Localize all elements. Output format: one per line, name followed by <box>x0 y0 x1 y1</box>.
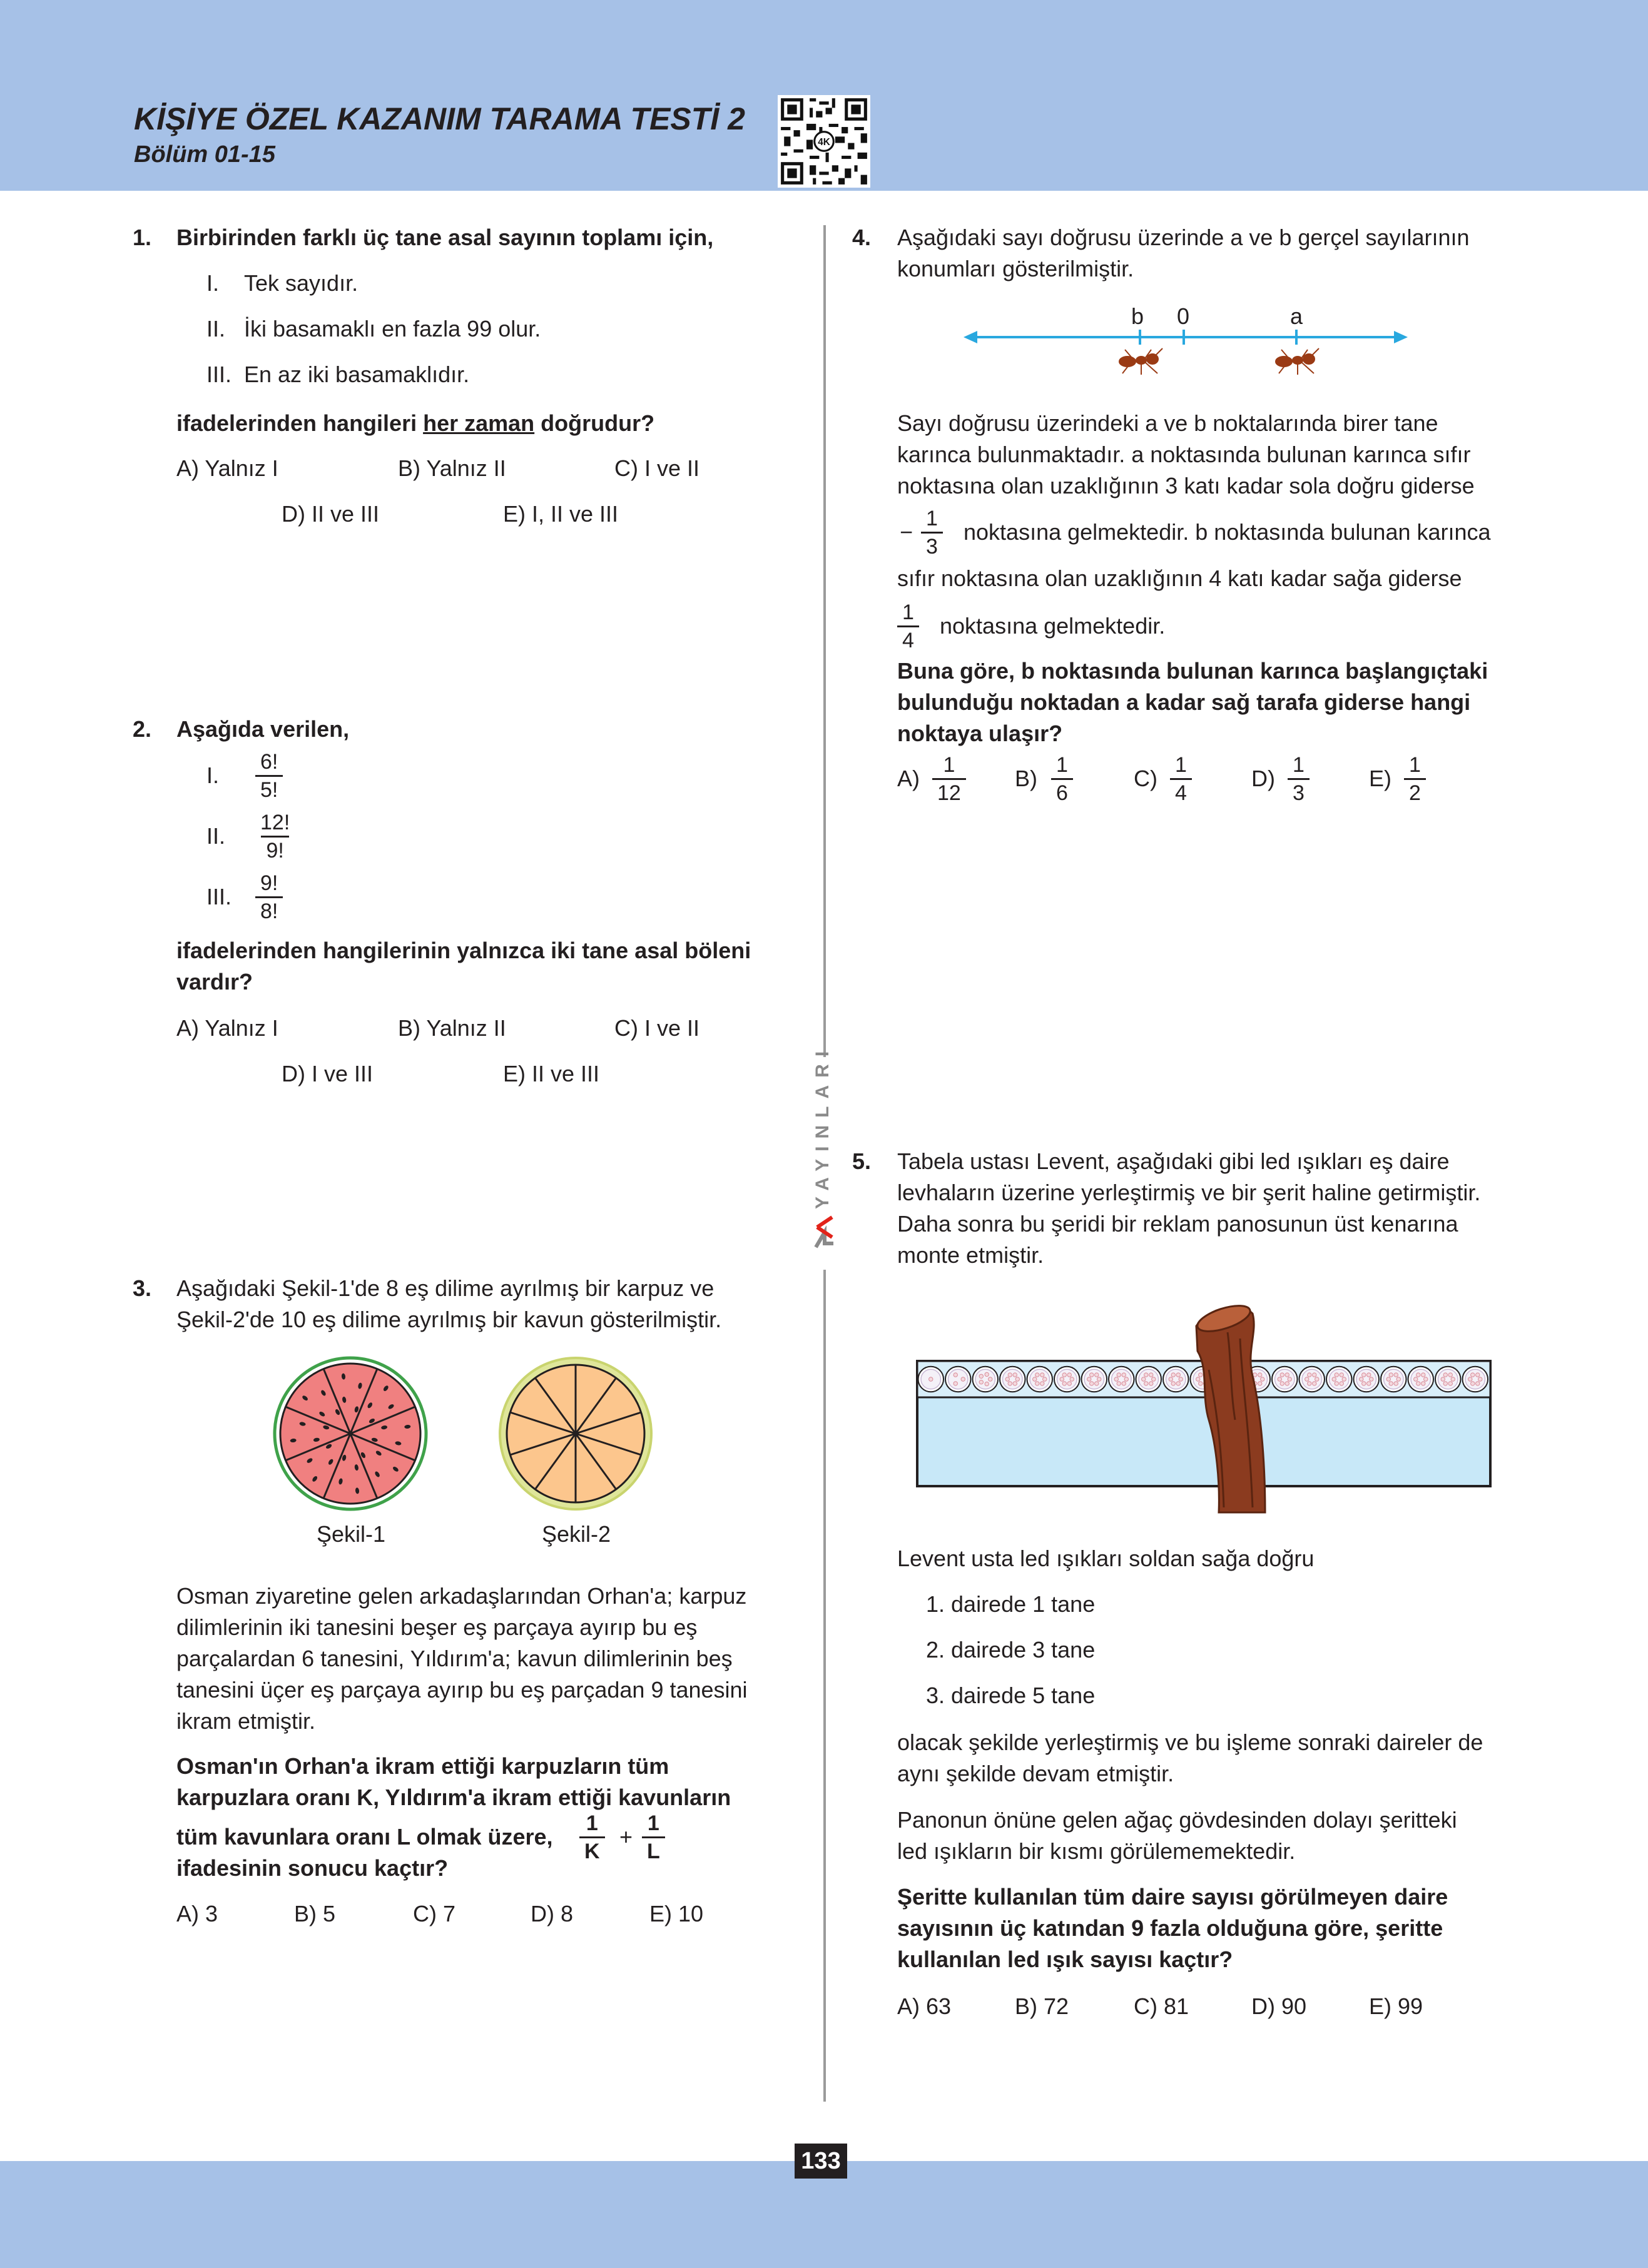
q4-fraction-1-3: $\frac{1}{3}$ <box>921 507 943 559</box>
q1-item-1-text: Tek sayıdır. <box>244 270 359 296</box>
led-light <box>1285 1373 1289 1377</box>
q1-option-c[interactable]: C) I ve II <box>614 455 700 481</box>
led-light <box>1360 1377 1363 1381</box>
led-light <box>1013 1373 1017 1377</box>
q3-question-line3: tüm kavunlara oranı L olmak üzere, <box>176 1824 553 1850</box>
q5-list-3: 3. dairede 5 tane <box>926 1683 1096 1708</box>
led-light <box>1176 1382 1180 1385</box>
led-light <box>1008 1373 1012 1377</box>
led-light <box>1396 1377 1400 1381</box>
led-light <box>1013 1382 1017 1385</box>
led-light <box>1278 1377 1281 1381</box>
q4-label-zero: 0 <box>1177 303 1190 329</box>
led-light <box>1171 1373 1175 1377</box>
led-light <box>1335 1382 1338 1385</box>
led-light <box>1280 1373 1284 1377</box>
led-light <box>1367 1382 1371 1385</box>
led-light <box>1144 1373 1148 1377</box>
led-light <box>1008 1382 1012 1385</box>
led-light <box>1033 1377 1037 1381</box>
led-light <box>1040 1382 1044 1385</box>
led-light <box>1367 1373 1371 1377</box>
led-light <box>1149 1382 1153 1385</box>
led-light <box>1196 1377 1200 1381</box>
q3-stem-line1: Aşağıdaki Şekil-1'de 8 eş dilime ayrılmış bir karpuz ve <box>176 1275 715 1301</box>
led-light <box>1043 1377 1047 1381</box>
q5-number: 5. <box>852 1148 872 1174</box>
q4-stem-line1: Aşağıdaki sayı doğrusu üzerinde a ve b gerçel sayılarının <box>897 225 1470 250</box>
page-number: 133 <box>795 2144 847 2179</box>
q3-body-line5: ikram etmiştir. <box>176 1708 316 1734</box>
led-light <box>1313 1382 1316 1385</box>
q1-option-a[interactable]: A) Yalnız I <box>176 455 278 481</box>
q5-after-3: Panonun önüne gelen ağaç gövdesinden dolayı şeritteki <box>897 1807 1457 1833</box>
led-light <box>1443 1382 1447 1385</box>
q5-option-c[interactable]: C) 81 <box>1134 1993 1189 2019</box>
led-light <box>1258 1373 1262 1377</box>
led-light <box>1199 1382 1203 1385</box>
q3-option-c[interactable]: C) 7 <box>413 1901 456 1926</box>
led-light <box>1332 1377 1336 1381</box>
q2-item-1-roman: I. <box>206 762 220 788</box>
q4-option-a-letter[interactable]: A) <box>897 766 920 791</box>
led-light <box>1122 1373 1126 1377</box>
led-light <box>1308 1382 1311 1385</box>
page-subtitle: Bölüm 01-15 <box>134 141 275 168</box>
q2-question-line1: ifadelerinden hangilerinin yalnızca iki tane asal böleni <box>176 938 751 963</box>
led-light <box>1443 1373 1447 1377</box>
led-light <box>1342 1377 1346 1381</box>
led-light <box>1315 1377 1319 1381</box>
led-light <box>1261 1377 1264 1381</box>
led-light <box>1448 1373 1452 1377</box>
q3-option-a[interactable]: A) 3 <box>176 1901 218 1926</box>
q4-option-d-fraction[interactable]: $\frac{1}{3}$ <box>1288 753 1310 805</box>
led-light <box>1114 1377 1118 1381</box>
q1-item-3-text: En az iki basamaklıdır. <box>244 362 470 387</box>
led-light <box>1117 1373 1121 1377</box>
led-light <box>1149 1373 1153 1377</box>
led-light <box>1478 1377 1482 1381</box>
led-light <box>1035 1382 1039 1385</box>
led-light <box>1124 1377 1128 1381</box>
led-light <box>1097 1377 1101 1381</box>
led-light <box>929 1377 933 1381</box>
q5-after-1: olacak şekilde yerleştirmiş ve bu işleme sonraki daireler de <box>897 1729 1483 1755</box>
melon-figure <box>498 1356 653 1511</box>
q3-body-line4: tanesini üçer eş parçaya ayırıp bu eş parçadan 9 tanesini <box>176 1677 748 1703</box>
q5-after-2: aynı şekilde devam etmiştir. <box>897 1761 1174 1786</box>
q5-question-line1: Şeritte kullanılan tüm daire sayısı görülmeyen daire <box>897 1884 1448 1910</box>
q1-item-2-roman: II. <box>206 316 226 342</box>
q5-stem-line1: Tabela ustası Levent, aşağıdaki gibi led ışıkları eş daire <box>897 1148 1450 1174</box>
led-light <box>1095 1382 1099 1385</box>
q3-number: 3. <box>133 1275 152 1301</box>
led-light <box>1476 1382 1480 1385</box>
q4-p3: noktasına olan uzaklığının 3 katı kadar sola doğru giderse <box>897 473 1475 499</box>
q4-question-line1: Buna göre, b noktasında bulunan karınca başlangıçtaki <box>897 658 1488 684</box>
led-light <box>1335 1373 1338 1377</box>
q5-option-b[interactable]: B) 72 <box>1015 1993 1069 2019</box>
led-light <box>1176 1373 1180 1377</box>
led-light <box>1441 1377 1445 1381</box>
led-light <box>985 1382 989 1385</box>
led-light <box>1152 1377 1156 1381</box>
led-light <box>1005 1377 1009 1381</box>
led-light <box>1308 1373 1311 1377</box>
ant-b-icon <box>1119 348 1162 375</box>
led-light <box>1288 1377 1291 1381</box>
led-light <box>1062 1382 1066 1385</box>
led-light <box>1199 1373 1203 1377</box>
q2-option-d[interactable]: D) I ve III <box>282 1061 374 1086</box>
q4-option-b-letter[interactable]: B) <box>1015 766 1037 791</box>
q1-item-3-roman: III. <box>206 362 232 387</box>
q2-option-a[interactable]: A) Yalnız I <box>176 1015 278 1041</box>
led-light <box>1424 1377 1428 1381</box>
led-light <box>1060 1377 1064 1381</box>
q3-option-b[interactable]: B) 5 <box>294 1901 336 1926</box>
q1-stem: Birbirinden farklı üç tane asal sayının toplamı için, <box>176 225 714 250</box>
led-light <box>1422 1382 1425 1385</box>
led-light <box>1090 1382 1094 1385</box>
q4-option-a-fraction[interactable]: $\frac{1}{12}$ <box>932 753 966 805</box>
q5-option-d[interactable]: D) 90 <box>1251 1993 1307 2019</box>
q5-list-1: 1. dairede 1 tane <box>926 1591 1096 1617</box>
led-light <box>1468 1377 1472 1381</box>
led-light <box>1471 1373 1475 1377</box>
publisher-brand: YAYINLARI <box>812 1043 833 1209</box>
q4-label-a: a <box>1290 303 1303 329</box>
led-light <box>1179 1377 1183 1381</box>
led-board-figure <box>915 1295 1497 1520</box>
led-light <box>1362 1373 1366 1377</box>
led-light <box>1389 1382 1393 1385</box>
led-light <box>1448 1382 1452 1385</box>
led-light <box>1067 1382 1071 1385</box>
q4-question-line2: bulunduğu noktadan a kadar sağ tarafa giderse hangi <box>897 689 1471 715</box>
q3-question-line4: ifadesinin sonucu kaçtır? <box>176 1855 449 1881</box>
q2-question-line2: vardır? <box>176 969 253 995</box>
led-light <box>989 1377 992 1381</box>
q5-option-e[interactable]: E) 99 <box>1369 1993 1423 2019</box>
q3-expr-frac-l: $\frac{1}{L}$ <box>642 1811 665 1863</box>
q1-question: ifadelerinden hangileri her zaman doğrudur? <box>176 410 655 436</box>
q5-stem-line2: levhaların üzerine yerleştirmiş ve bir şerit haline getirmiştir. <box>897 1180 1481 1205</box>
q5-list-2: 2. dairede 3 tane <box>926 1637 1096 1663</box>
q1-item-1-roman: I. <box>206 270 220 296</box>
q4-option-d-letter[interactable]: D) <box>1251 766 1275 791</box>
q1-number: 1. <box>133 225 152 250</box>
q3-body-line3: parçalardan 6 tanesini, Yıldırım'a; kavun dilimlerinin beş <box>176 1646 733 1671</box>
q4-stem-line2: konumları gösterilmiştir. <box>897 256 1134 281</box>
q5-option-a[interactable]: A) 63 <box>897 1993 952 2019</box>
q5-question-line2: sayısının üç katından 9 fazla olduğuna göre, şeritte <box>897 1915 1443 1941</box>
q2-option-b[interactable]: B) Yalnız II <box>398 1015 506 1041</box>
q4-p4: noktasına gelmektedir. b noktasında bulunan karınca <box>964 519 1491 545</box>
led-light <box>954 1373 957 1377</box>
q2-stem: Aşağıda verilen, <box>176 716 350 742</box>
q3-question-line2: karpuzlara oranı K, Yıldırım'a ikram ettiği kavunların <box>176 1785 731 1810</box>
led-light <box>1471 1382 1475 1385</box>
q2-item-2-roman: II. <box>206 823 226 849</box>
q4-option-c-letter[interactable]: C) <box>1134 766 1157 791</box>
q2-item-2-fraction: $\frac{12!}{9!}$ <box>260 811 290 863</box>
led-light <box>1040 1373 1044 1377</box>
led-light <box>1313 1373 1316 1377</box>
led-light <box>954 1382 957 1385</box>
q4-minus: − <box>900 519 913 545</box>
led-light <box>1422 1373 1425 1377</box>
q4-p5: sıfır noktasına olan uzaklığının 4 katı kadar sağa giderse <box>897 565 1462 591</box>
led-light <box>1087 1377 1091 1381</box>
q5-stem-line4: monte etmiştir. <box>897 1242 1044 1268</box>
q3-figure2-label: Şekil-2 <box>542 1521 611 1547</box>
led-light <box>1362 1382 1366 1385</box>
led-light <box>1305 1377 1309 1381</box>
led-light <box>1417 1382 1420 1385</box>
q1-option-d[interactable]: D) II ve III <box>282 501 380 527</box>
q2-number: 2. <box>133 716 152 742</box>
q4-fraction-1-4: $\frac{1}{4}$ <box>897 600 919 652</box>
led-light <box>1280 1382 1284 1385</box>
publisher-logo-icon <box>813 1213 836 1251</box>
q4-label-b: b <box>1131 303 1144 329</box>
led-light <box>1171 1382 1175 1385</box>
q3-option-d[interactable]: D) 8 <box>531 1901 574 1926</box>
q4-p2: karınca bulunmaktadır. a noktasında bulunan karınca sıfır <box>897 442 1471 467</box>
q3-question-line1: Osman'ın Orhan'a ikram ettiği karpuzların tüm <box>176 1753 669 1779</box>
q4-option-b-fraction[interactable]: $\frac{1}{6}$ <box>1051 753 1073 805</box>
q4-question-line3: noktaya ulaşır? <box>897 721 1063 746</box>
page-title: KİŞİYE ÖZEL KAZANIM TARAMA TESTİ 2 <box>134 101 745 136</box>
q3-expr-frac-k: $\frac{1}{K}$ <box>579 1811 605 1863</box>
q4-option-e-letter[interactable]: E) <box>1369 766 1391 791</box>
led-light <box>1451 1377 1455 1381</box>
q3-body-line2: dilimlerinin iki tanesini beşer eş parçaya ayırıp bu eş <box>176 1614 698 1640</box>
led-light <box>1340 1382 1343 1385</box>
q4-number: 4. <box>852 225 872 250</box>
led-light <box>1414 1377 1418 1381</box>
led-light <box>1285 1382 1289 1385</box>
led-light <box>1015 1377 1019 1381</box>
led-light <box>1070 1377 1074 1381</box>
led-light <box>1142 1377 1146 1381</box>
led-light <box>1090 1373 1094 1377</box>
ant-a-icon <box>1276 348 1319 375</box>
led-light <box>1389 1373 1393 1377</box>
q1-option-e[interactable]: E) I, II ve III <box>503 501 619 527</box>
led-light <box>1062 1373 1066 1377</box>
led-light <box>1394 1382 1398 1385</box>
q2-item-3-roman: III. <box>206 884 232 909</box>
q5-question-line3: kullanılan led ışık sayısı kaçtır? <box>897 1947 1233 1972</box>
q4-p1: Sayı doğrusu üzerindeki a ve b noktalarında birer tane <box>897 410 1438 436</box>
led-light <box>985 1372 989 1376</box>
q2-item-1-fraction: $\frac{6!}{5!}$ <box>255 750 283 802</box>
q3-option-e[interactable]: E) 10 <box>649 1901 704 1926</box>
led-light <box>1067 1373 1071 1377</box>
q4-p6: noktasına gelmektedir. <box>940 613 1166 639</box>
svg-text:4K: 4K <box>818 137 830 148</box>
led-light <box>979 1374 983 1378</box>
led-light <box>1117 1382 1121 1385</box>
q5-intro: Levent usta led ışıkları soldan sağa doğru <box>897 1546 1315 1571</box>
led-light <box>1417 1373 1420 1377</box>
q3-figure1-label: Şekil-1 <box>317 1521 386 1547</box>
q3-body-line1: Osman ziyaretine gelen arkadaşlarından Orhan'a; karpuz <box>176 1583 747 1609</box>
led-light <box>1169 1377 1172 1381</box>
q2-item-3-fraction: $\frac{9!}{8!}$ <box>255 871 283 923</box>
led-light <box>1394 1373 1398 1377</box>
led-light <box>1370 1377 1373 1381</box>
q3-expr-plus: + <box>619 1824 633 1850</box>
watermelon-figure <box>273 1356 428 1511</box>
led-light <box>1035 1373 1039 1377</box>
led-light <box>1095 1373 1099 1377</box>
q2-option-c[interactable]: C) I ve II <box>614 1015 700 1041</box>
q4-option-c-fraction[interactable]: $\frac{1}{4}$ <box>1170 753 1192 805</box>
led-light <box>1340 1373 1343 1377</box>
led-light <box>1386 1377 1390 1381</box>
qr-code-icon[interactable] <box>778 95 870 188</box>
q2-option-e[interactable]: E) II ve III <box>503 1061 600 1086</box>
led-light <box>1122 1382 1126 1385</box>
led-light <box>961 1377 965 1381</box>
q3-stem-line2: Şekil-2'de 10 eş dilime ayrılmış bir kavun gösterilmiştir. <box>176 1307 722 1332</box>
q5-after-4: led ışıkların bir kısmı görülememektedir. <box>897 1838 1296 1864</box>
led-light <box>1258 1382 1262 1385</box>
q1-item-2-text: İki basamaklı en fazla 99 olur. <box>244 316 541 342</box>
q5-stem-line3: Daha sonra bu şeridi bir reklam panosunun üst kenarına <box>897 1211 1458 1237</box>
led-light <box>1144 1382 1148 1385</box>
q1-option-b[interactable]: B) Yalnız II <box>398 455 506 481</box>
led-light <box>1476 1373 1480 1377</box>
led-light <box>979 1380 983 1384</box>
q4-option-e-fraction[interactable]: $\frac{1}{2}$ <box>1404 753 1426 805</box>
